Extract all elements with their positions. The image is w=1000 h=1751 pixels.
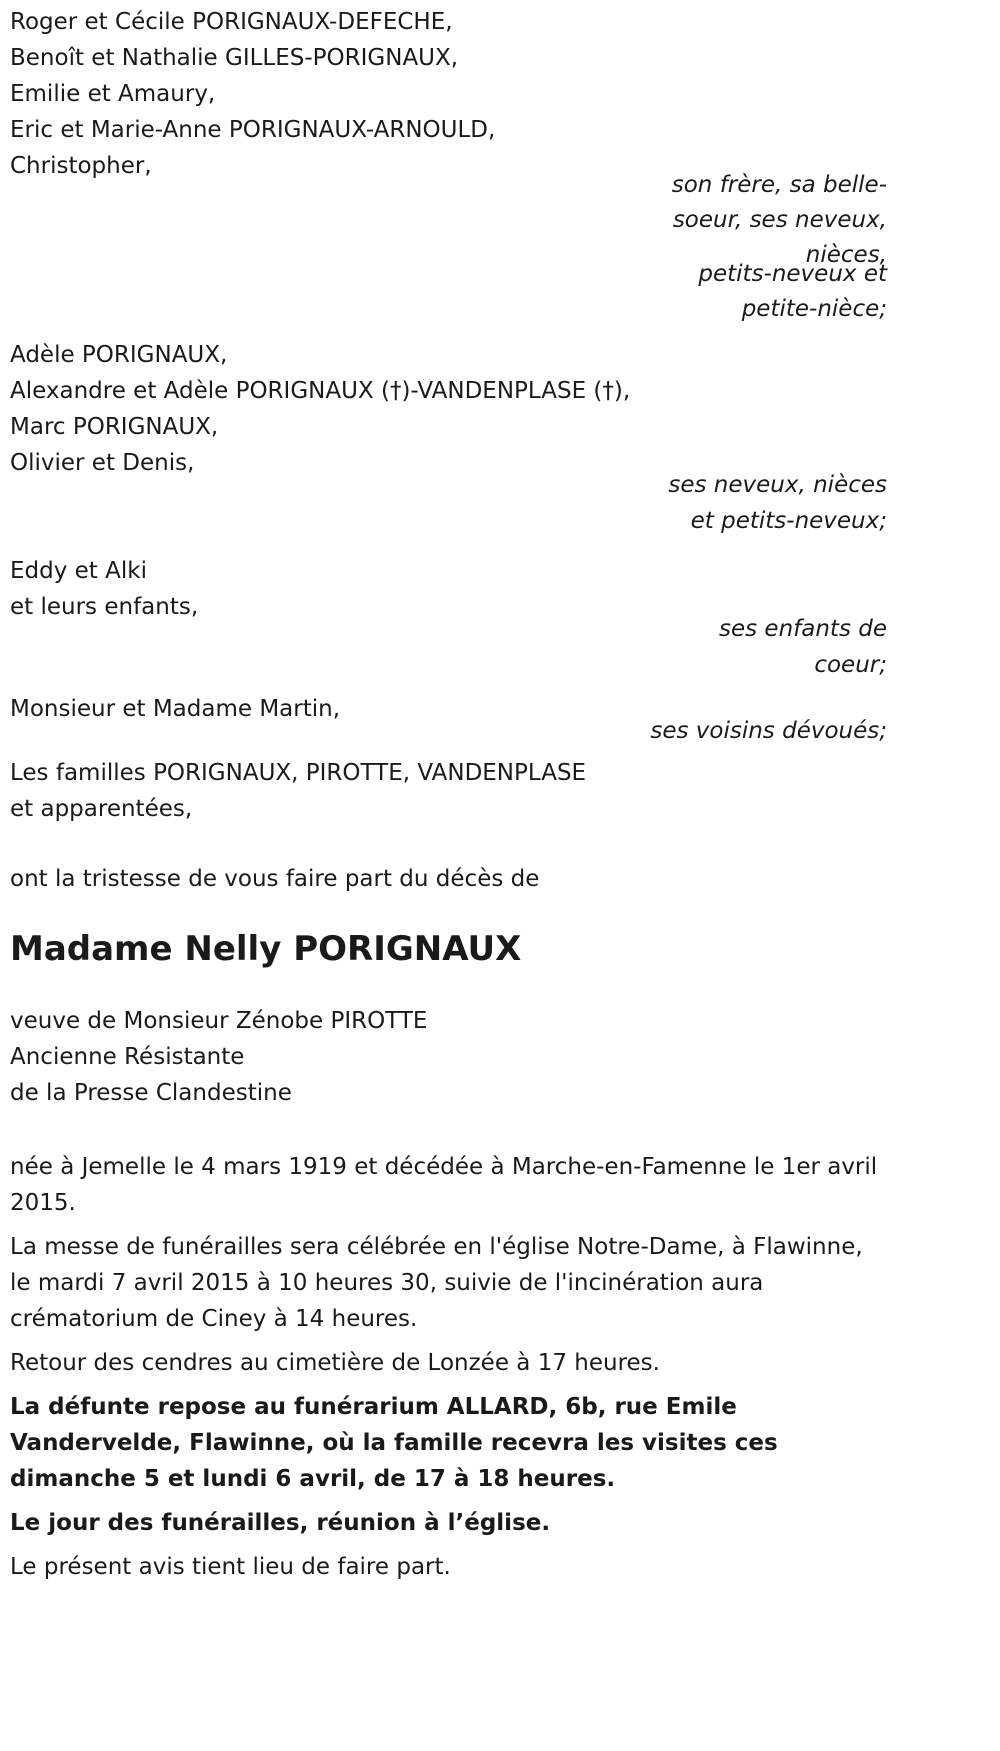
- family-relation: [10, 168, 887, 327]
- family-name-line: Emilie et Amaury,: [10, 81, 216, 107]
- birth-death-text: née à Jemelle le 4 mars 1919 et décédée à Marche-en-Famenne le 1er avril 2015.: [10, 1154, 878, 1216]
- closing-text: Le présent avis tient lieu de faire part.: [10, 1554, 451, 1580]
- detail-line: de la Presse Clandestine: [10, 1080, 292, 1106]
- relation-line: petite-nièce;: [741, 296, 887, 322]
- funeral-mass-text: La messe de funérailles sera célébrée en l'église Notre-Dame, à Flawinne, le mardi 7 avril 2015 à 10 heures 30, suivie de l'incinération aura crématorium de Ciney à 14 heures.: [10, 1234, 863, 1332]
- family-group-3: [10, 553, 887, 683]
- family-name-line: Christopher,: [10, 153, 152, 179]
- obituary-notice: [10, 4, 887, 1585]
- relation-line: soeur, ses neveux,: [672, 207, 887, 233]
- family-group-5: [10, 755, 887, 827]
- relation-line: ses voisins dévoués;: [650, 718, 887, 744]
- family-name-line: Benoît et Nathalie GILLES-PORIGNAUX,: [10, 45, 459, 71]
- family-name-line: Eric et Marie-Anne PORIGNAUX-ARNOULD,: [10, 117, 496, 143]
- detail-line: veuve de Monsieur Zénobe PIROTTE: [10, 1008, 428, 1034]
- family-name-line: Alexandre et Adèle PORIGNAUX (†)-VANDENPLASE (†),: [10, 378, 631, 404]
- family-name-line: Les familles PORIGNAUX, PIROTTE, VANDENPLASE: [10, 760, 587, 786]
- relation-line: son frère, sa belle-: [671, 172, 887, 198]
- ashes-return-text: Retour des cendres au cimetière de Lonzée à 17 heures.: [10, 1350, 660, 1376]
- announcement-intro: ont la tristesse de vous faire part du décès de: [10, 866, 540, 892]
- relation-line: ses neveux, nièces: [668, 472, 887, 498]
- family-group-4: [10, 691, 887, 749]
- relation-line: et petits-neveux;: [690, 508, 887, 534]
- family-group-2: [10, 337, 887, 539]
- family-group-1: [10, 4, 887, 327]
- detail-line: Ancienne Résistante: [10, 1044, 245, 1070]
- family-name-line: et apparentées,: [10, 796, 193, 822]
- relation-line: nièces,: [805, 242, 887, 268]
- deceased-name: Madame Nelly PORIGNAUX: [10, 929, 522, 969]
- deceased-details: [10, 1003, 887, 1111]
- gathering-text: Le jour des funérailles, réunion à l’église.: [10, 1510, 551, 1536]
- relation-line: coeur;: [814, 652, 887, 678]
- family-name-line: Marc PORIGNAUX,: [10, 414, 219, 440]
- family-name-line: Monsieur et Madame Martin,: [10, 696, 341, 722]
- family-name-line: Olivier et Denis,: [10, 450, 195, 476]
- relation-line: ses enfants de: [719, 616, 887, 642]
- family-name-line: Roger et Cécile PORIGNAUX-DEFECHE,: [10, 9, 453, 35]
- funerarium-text: La défunte repose au funérarium ALLARD, 6b, rue Emile Vandervelde, Flawinne, où la famille recevra les visites ces dimanche 5 et lundi 6 avril, de 17 à 18 heures.: [10, 1394, 778, 1492]
- family-name-line: et leurs enfants,: [10, 594, 199, 620]
- family-name-line: Adèle PORIGNAUX,: [10, 342, 228, 368]
- relation-line: petits-neveux et: [698, 261, 887, 287]
- family-name-line: Eddy et Alki: [10, 558, 147, 584]
